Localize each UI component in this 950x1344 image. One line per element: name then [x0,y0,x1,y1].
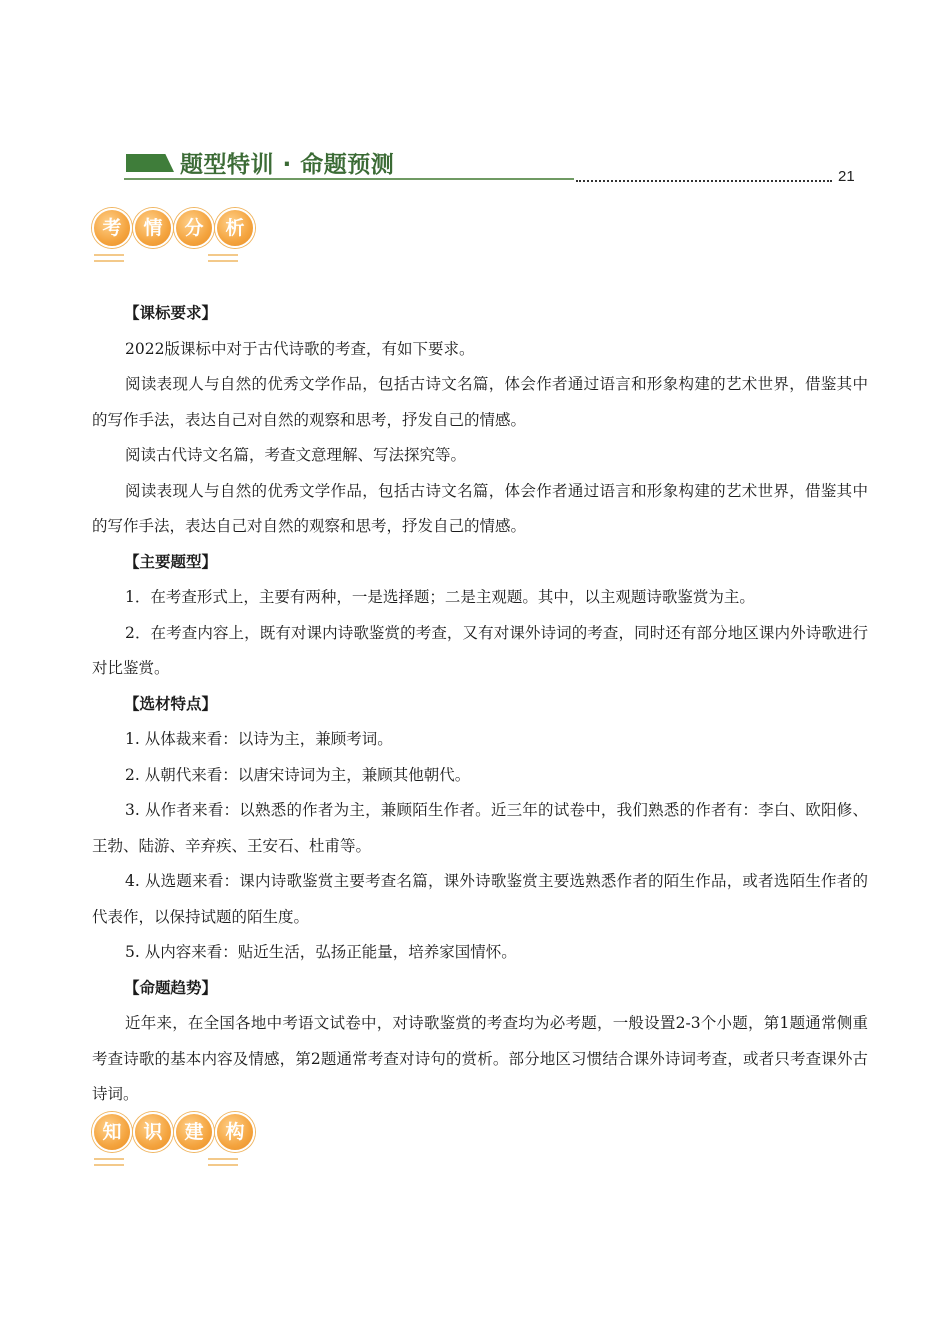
toc-underline [124,178,574,180]
badge-char: 情 [133,208,173,248]
section-heading: 【命题趋势】 [124,978,218,997]
paragraph: 2022版课标中对于古代诗歌的考查，有如下要求。 [125,339,475,358]
section-heading: 【主要题型】 [124,552,218,571]
paragraph: 阅读古代诗文名篇，考查文意理解、写法探究等。 [125,446,467,464]
paragraph: 3. 从作者来看：以熟悉的作者为主，兼顾陌生作者。近三年的试卷中，我们熟悉的作者有：李白、欧阳修、王勃、陆游、辛弃疾、王安石、杜甫等。 [92,801,868,855]
section-heading: 【课标要求】 [124,304,218,322]
section-heading: 【选材特点】 [124,694,218,713]
paragraph: 阅读表现人与自然的优秀文学作品，包括古诗文名篇，体会作者通过语言和形象构建的艺术世界，借鉴其中的写作手法，表达自己对自然的观察和思考，抒发自己的情感。 [92,481,868,535]
badge-decor-line [94,1158,124,1160]
badge-decor-line [208,1158,238,1160]
toc-page-number: 21 [838,168,855,185]
badge-char: 构 [215,1112,255,1152]
paragraph: 2. 从朝代来看：以唐宋诗词为主，兼顾其他朝代。 [125,765,471,784]
badge-char: 分 [174,208,214,248]
badge-char: 知 [92,1112,132,1152]
document-body [92,296,868,1113]
badge-char: 建 [174,1112,214,1152]
paragraph: 2．在考查内容上，既有对课内诗歌鉴赏的考查，又有对课外诗词的考查，同时还有部分地区课内外诗歌进行对比鉴赏。 [92,623,868,677]
paragraph: 近年来，在全国各地中考语文试卷中，对诗歌鉴赏的考查均为必考题，一般设置2-3个小题，第1题通常侧重考查诗歌的基本内容及情感，第2题通常考查对诗句的赏析。部分地区习惯结合课外诗词考查，或者只考查课外古诗词。 [92,1014,868,1103]
paragraph: 1．在考查形式上，主要有两种，一是选择题；二是主观题。其中，以主观题诗歌鉴赏为主。 [125,588,755,606]
section-badge-knowledge [92,1112,244,1172]
badge-char: 识 [133,1112,173,1152]
paragraph: 4. 从选题来看：课内诗歌鉴赏主要考查名篇，课外诗歌鉴赏主要选熟悉作者的陌生作品，或者选陌生作者的代表作，以保持试题的陌生度。 [92,872,868,926]
badge-decor-line [94,260,124,262]
paragraph: 5. 从内容来看：贴近生活，弘扬正能量，培养家国情怀。 [125,943,517,961]
badge-decor-line [94,254,124,256]
toc-bar-icon [126,154,174,172]
toc-title: 题型特训 · 命题预测 [180,152,395,178]
toc-entry[interactable] [124,146,864,188]
badge-decor-line [94,1164,124,1166]
badge-decor-line [208,260,238,262]
badge-decor-line [208,1164,238,1166]
paragraph: 1. 从体裁来看：以诗为主，兼顾考词。 [125,730,393,748]
toc-leader-dots [576,168,832,182]
badge-decor-line [208,254,238,256]
badge-char: 考 [92,208,132,248]
paragraph: 阅读表现人与自然的优秀文学作品，包括古诗文名篇，体会作者通过语言和形象构建的艺术世界，借鉴其中的写作手法，表达自己对自然的观察和思考，抒发自己的情感。 [92,375,868,429]
badge-char: 析 [215,208,255,248]
section-badge-analysis [92,208,244,268]
